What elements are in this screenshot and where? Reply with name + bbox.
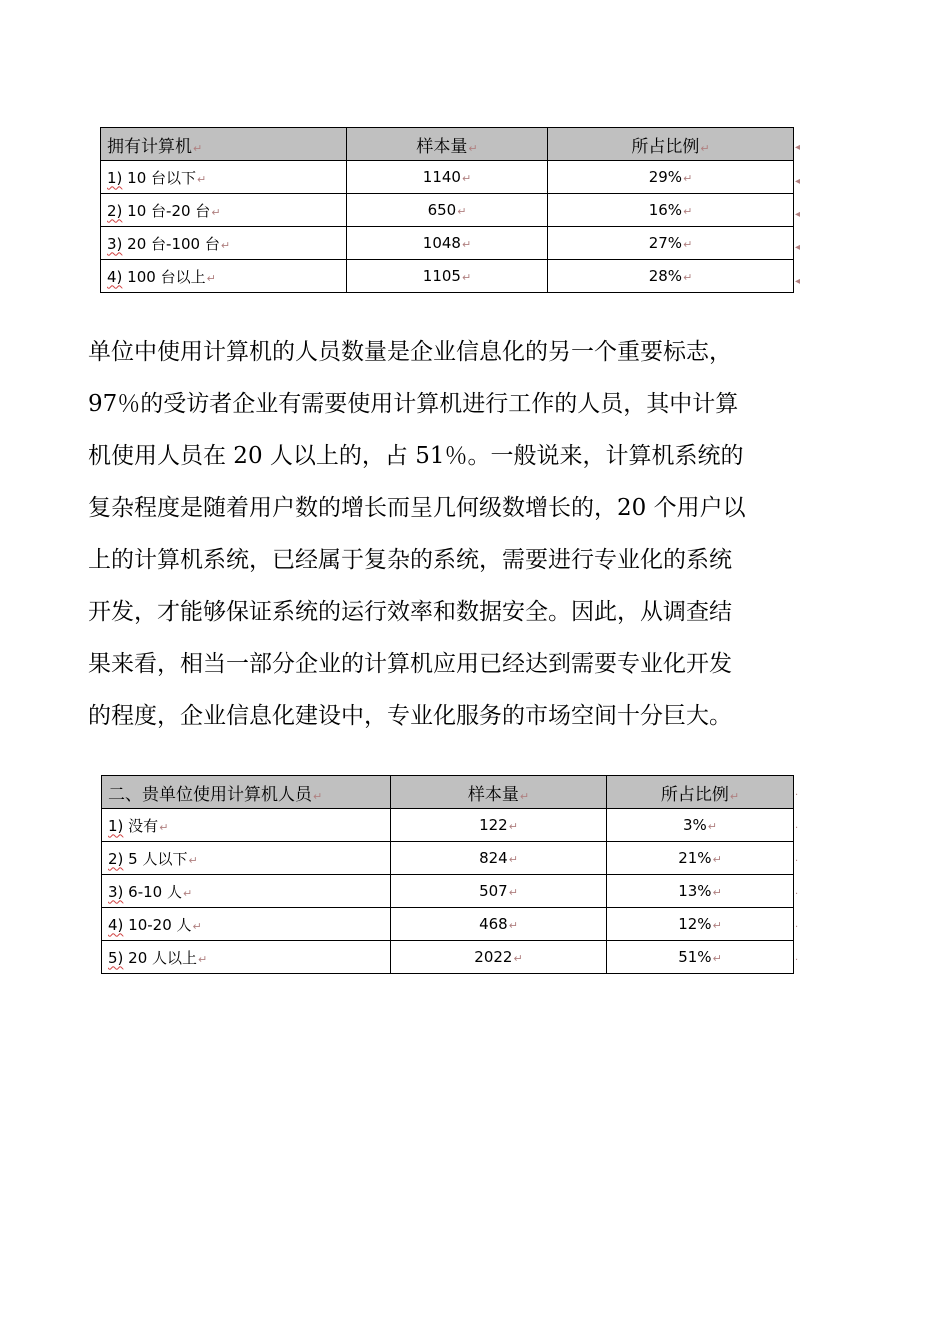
category-cell: 2) 10 台-20 台↵ [101,194,347,227]
row-end-mark: ◂ [795,209,801,220]
ratio-cell: 28%↵ [548,260,794,293]
ratio-cell: 51%↵ [607,941,794,974]
paragraph-line: 97％的受访者企业有需要使用计算机进行工作的人员，其中计算 [88,391,739,417]
row-end-mark: ◂ [795,142,801,153]
sample-cell: 1140↵ [347,161,548,194]
row-end-mark: ◂ [795,276,801,287]
header-cell: 拥有计算机↵ [101,128,347,161]
ratio-cell: 29%↵ [548,161,794,194]
ratio-cell: 13%↵ [607,875,794,908]
category-cell: 4) 10-20 人↵ [102,908,391,941]
paragraph-line: 单位中使用计算机的人员数量是企业信息化的另一个重要标志， [88,339,732,365]
table-row [102,941,794,974]
row-end-mark: · [795,823,799,834]
category-cell: 4) 100 台以上↵ [101,260,347,293]
table-row [101,227,794,260]
table-header-row [102,776,794,809]
sample-cell: 468↵ [391,908,607,941]
table-row [102,875,794,908]
body-paragraph [88,326,848,742]
row-end-mark: · [795,922,799,933]
computer-count-table [100,127,794,293]
table-row [102,809,794,842]
ratio-cell: 3%↵ [607,809,794,842]
row-end-mark: ◂ [795,176,801,187]
category-cell: 2) 5 人以下↵ [102,842,391,875]
row-end-mark: · [795,790,799,801]
header-cell: 样本量↵ [391,776,607,809]
header-cell: 二、贵单位使用计算机人员↵ [102,776,391,809]
sample-cell: 1105↵ [347,260,548,293]
header-cell: 样本量↵ [347,128,548,161]
sample-cell: 507↵ [391,875,607,908]
ratio-cell: 16%↵ [548,194,794,227]
row-end-mark: ◂ [795,242,801,253]
category-cell: 1) 10 台以下↵ [101,161,347,194]
sample-cell: 824↵ [391,842,607,875]
table-row [102,842,794,875]
paragraph-line: 复杂程度是随着用户数的增长而呈几何级数增长的，20 个用户以 [88,495,746,521]
header-cell: 所占比例↵ [607,776,794,809]
row-end-mark: · [795,856,799,867]
paragraph-line: 的程度，企业信息化建设中，专业化服务的市场空间十分巨大。 [88,703,732,729]
sample-cell: 650↵ [347,194,548,227]
table-header-row [101,128,794,161]
paragraph-line: 果来看，相当一部分企业的计算机应用已经达到需要专业化开发 [88,651,732,677]
table-row [102,908,794,941]
sample-cell: 2022↵ [391,941,607,974]
ratio-cell: 21%↵ [607,842,794,875]
ratio-cell: 27%↵ [548,227,794,260]
table-row [101,161,794,194]
category-cell: 3) 6-10 人↵ [102,875,391,908]
paragraph-line: 上的计算机系统，已经属于复杂的系统，需要进行专业化的系统 [88,547,732,573]
category-cell: 3) 20 台-100 台↵ [101,227,347,260]
sample-cell: 1048↵ [347,227,548,260]
category-cell: 5) 20 人以上↵ [102,941,391,974]
sample-cell: 122↵ [391,809,607,842]
ratio-cell: 12%↵ [607,908,794,941]
paragraph-line: 机使用人员在 20 人以上的，占 51％。一般说来，计算机系统的 [88,443,744,469]
paragraph-line: 开发，才能够保证系统的运行效率和数据安全。因此，从调查结 [88,599,732,625]
row-end-mark: · [795,889,799,900]
table-row [101,260,794,293]
row-end-mark: · [795,955,799,966]
computer-users-table [101,775,794,974]
category-cell: 1) 没有↵ [102,809,391,842]
table-row [101,194,794,227]
header-cell: 所占比例↵ [548,128,794,161]
